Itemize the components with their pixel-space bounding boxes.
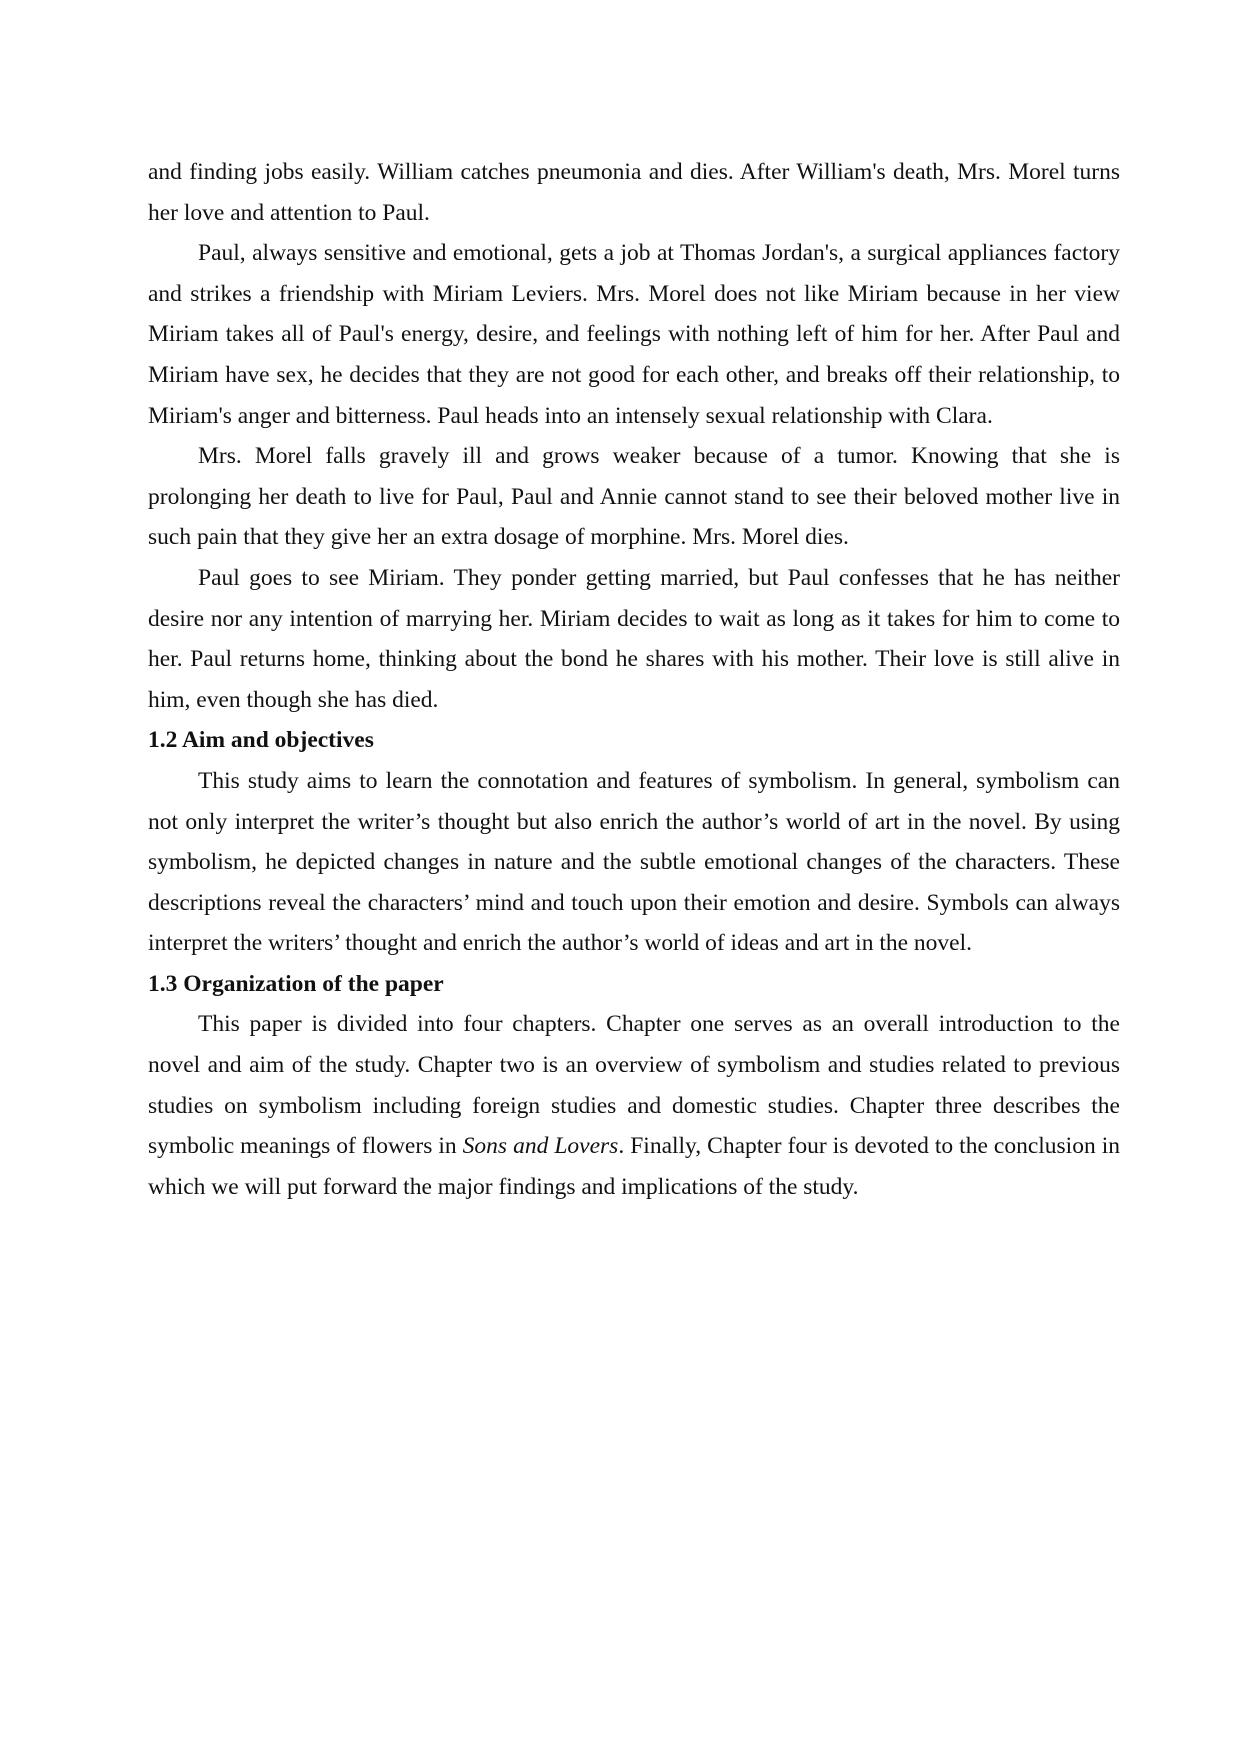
paragraph-mrs-morel-illness: Mrs. Morel falls gravely ill and grows weaker because of a tumor. Knowing that she is prolonging her death to live for Paul, Paul and Annie cannot stand to see their beloved mother live in such pain that they give her an extra dosage of morphine. Mrs. Morel dies. [148,443,1120,551]
paragraph-paul-miriam: Paul goes to see Miriam. They ponder getting married, but Paul confesses that he has neither desire nor any intention of marrying her. Miriam decides to wait as long as it takes for him to come to her. Paul returns home, thinking about the bond he shares with his mother. Their love is still alive in him, even though she has died. [148,564,1120,713]
section-heading-organization: 1.3 Organization of the paper [148,970,444,997]
paragraph-organization [148,1004,1120,1207]
section-heading-aim: 1.2 Aim and objectives [148,727,374,754]
organization-text-after: . Finally, Chapter four is devoted to the conclusion in which we will put forward the major findings and implications of the study. [148,1133,1121,1200]
organization-text-before: This paper is divided into four chapters. Chapter one serves as an overall introduction to the novel and aim of the study. Chapter two is an overview of symbolism and studies related to previous studies on symbolism including foreign studies and domestic studies. Chapter three describes the symbolic meanings of flowers in [148,1011,1120,1160]
book-title: Sons and Lovers [462,1133,619,1160]
document-page [148,152,1120,1207]
paragraph-paul-job: Paul, always sensitive and emotional, gets a job at Thomas Jordan's, a surgical appliances factory and strikes a friendship with Miriam Leviers. Mrs. Morel does not like Miriam because in her view Miriam takes all of Paul's energy, desire, and feelings with nothing left of him for her. After Paul and Miriam have sex, he decides that they are not good for each other, and breaks off their relationship, to Miriam's anger and bitterness. Paul heads into an intensely sexual relationship with Clara. [148,240,1120,429]
paragraph-continued: and finding jobs easily. William catches pneumonia and dies. After William's death, Mrs. Morel turns her love and attention to Paul. [148,159,1120,226]
paragraph-aim: This study aims to learn the connotation and features of symbolism. In general, symbolism can not only interpret the writer’s thought but also enrich the author’s world of art in the novel. By using symbolism, he depicted changes in nature and the subtle emotional changes of the characters. These descriptions reveal the characters’ mind and touch upon their emotion and desire. Symbols can always interpret the writers’ thought and enrich the author’s world of ideas and art in the novel. [148,767,1120,957]
